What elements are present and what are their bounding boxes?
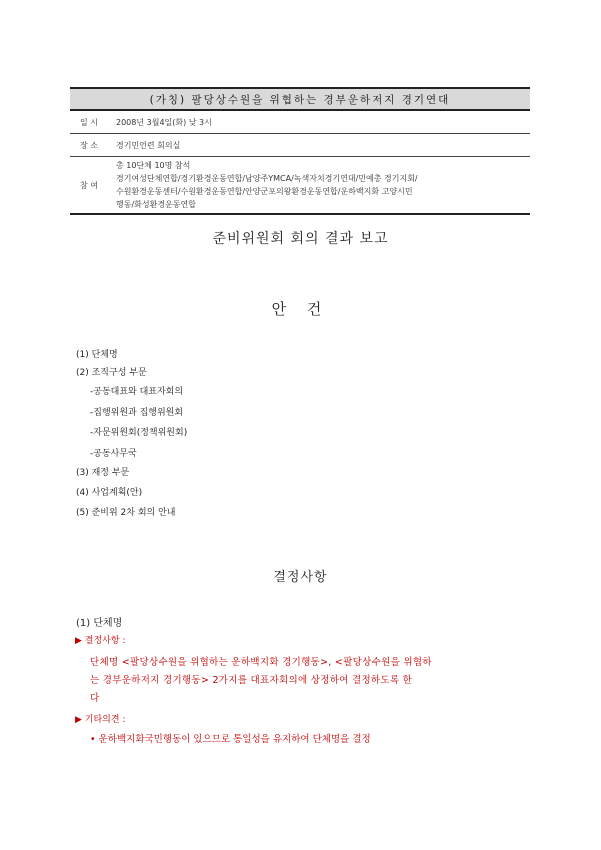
agenda-subitem: -자문위원회(정책위원회) [90, 428, 188, 438]
participants-value [108, 157, 530, 215]
decision-label: ▶ 결정사항 : [75, 636, 126, 646]
agenda-item: (2) 조직구성 부문 [76, 368, 147, 378]
table-title-row [70, 88, 530, 110]
table-row-date [70, 110, 530, 134]
agenda-item: (4) 사업계획(안) [76, 488, 143, 498]
report-subtitle: 준비위원회 회의 결과 보고 [212, 231, 389, 247]
table-row-place [70, 134, 530, 157]
agenda-item: (1) 단체명 [76, 350, 118, 360]
participants-list-line: 행동/화성환경운동연합 [116, 200, 196, 209]
decision-text-line: 단체명 <팔당상수원을 위협하는 운하백지화 경기행동>, <팔당상수원을 위협하 [90, 657, 432, 668]
participants-list-line: 경기여성단체연합/경기환경운동연합/남양주YMCA/녹색자치경기연대/민예총 경기지회/ [116, 174, 418, 183]
agenda-item: (3) 재정 부문 [76, 468, 130, 478]
participants-count: 총 10단체 10명 참석 [116, 161, 191, 170]
decision-text-line: 는 경부운하저지 경기행동> 2가지를 대표자회의에 상정하여 결정하도록 한 [90, 675, 413, 686]
participants-list-line: 수원환경운동센터/수원환경운동연합/안양군포의왕환경운동연합/운하백지화 고양시민 [116, 187, 413, 196]
agenda-subitem: -공동사무국 [90, 449, 137, 459]
agenda-subitem: -집행위원과 집행위원회 [90, 408, 184, 418]
date-label: 일 시 [70, 110, 108, 134]
other-opinion-bullet: • 운하백지화국민행동이 있으므로 통일성을 유지하여 단체명을 결정 [90, 734, 371, 745]
participants-label: 참 여 [70, 157, 108, 215]
place-label: 장 소 [70, 134, 108, 157]
date-value: 2008년 3월4일(화) 낮 3시 [108, 110, 530, 134]
decisions-title: 결정사항 [273, 570, 328, 585]
decision-text-line: 다 [90, 693, 100, 704]
other-opinion-label: ▶ 기타의견 : [75, 715, 126, 725]
place-value: 경기민언련 회의실 [108, 134, 530, 157]
organization-title: (가칭) 팔당상수원을 위협하는 경부운하저지 경기연대 [70, 88, 530, 110]
agenda-item: (5) 준비위 2차 회의 안내 [76, 508, 176, 518]
section-heading: (1) 단체명 [76, 618, 123, 629]
table-row-participants [70, 157, 530, 215]
agenda-subitem: -공동대표와 대표자회의 [90, 387, 184, 397]
agenda-title: 안 건 [271, 300, 330, 318]
meeting-info-table [70, 87, 530, 215]
